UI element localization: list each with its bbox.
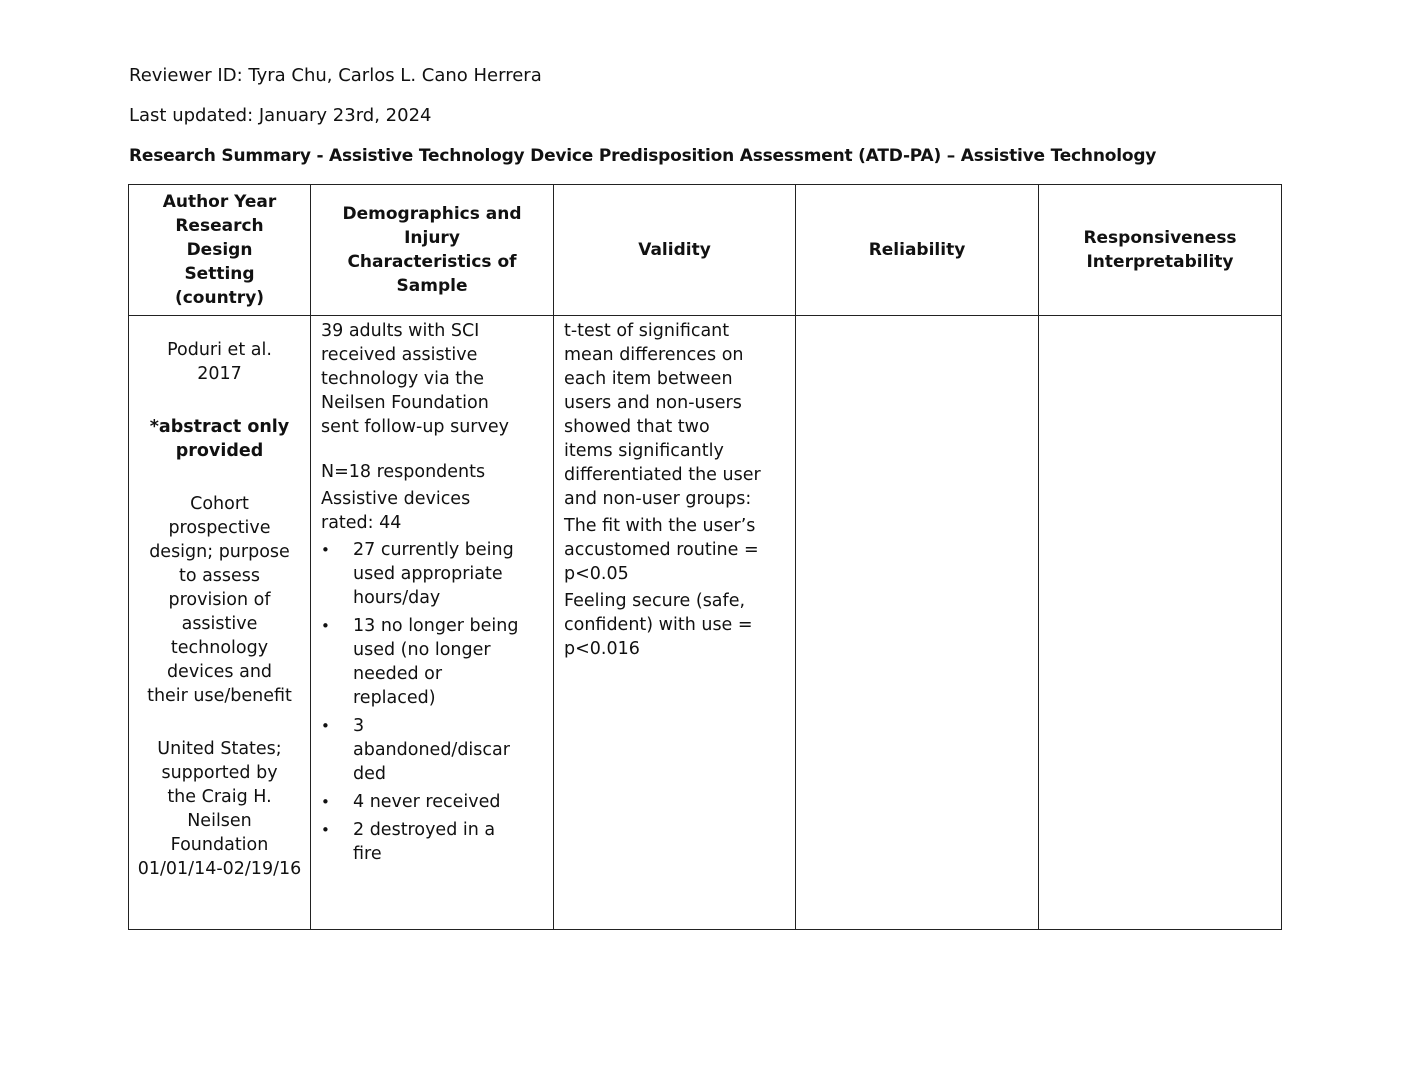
text-line: Neilsen: [187, 811, 252, 831]
header-line: Reliability: [868, 240, 966, 260]
text-line: Assistive devices: [321, 489, 471, 509]
text-line: • 2 destroyed in a: [353, 820, 496, 840]
header-line: Sample: [396, 276, 468, 296]
header-line: (country): [174, 288, 265, 308]
header-line: Interpretability: [1086, 252, 1234, 272]
responsiveness-cell: [1039, 316, 1282, 930]
text-line: provision of: [168, 590, 271, 610]
list-item: [321, 614, 543, 710]
list-item: [321, 714, 543, 786]
header-line: Research: [175, 216, 264, 236]
header-demographics: [311, 185, 554, 316]
text-line: items significantly: [564, 441, 724, 461]
devices-rated: [321, 487, 543, 535]
text-line: confident) with use =: [564, 615, 753, 635]
header-responsiveness: [1039, 185, 1282, 316]
text-line: their use/benefit: [147, 686, 292, 706]
text-line: prospective: [168, 518, 271, 538]
text-line: to assess: [178, 566, 261, 586]
text-line: *abstract only: [149, 417, 290, 437]
text-line: t-test of significant: [564, 321, 730, 341]
text-line: United States;: [157, 739, 282, 759]
header-line: Design: [186, 240, 253, 260]
text-line: received assistive: [321, 345, 478, 365]
abstract-note: [135, 415, 304, 463]
text-line: 01/01/14-02/19/16: [137, 859, 302, 879]
text-line: ded: [353, 764, 386, 784]
validity-summary: [564, 319, 785, 511]
text-line: 2017: [197, 364, 242, 384]
text-line: the Craig H.: [167, 787, 272, 807]
text-line: Feeling secure (safe,: [564, 591, 746, 611]
text-line: technology via the: [321, 369, 484, 389]
text-line: each item between: [564, 369, 733, 389]
text-line: users and non-users: [564, 393, 742, 413]
sample-description: [321, 319, 543, 439]
validity-finding: [564, 514, 785, 586]
text-line: p<0.05: [564, 564, 629, 584]
reliability-cell: [796, 316, 1039, 930]
text-line: • 3: [353, 716, 365, 736]
text-line: showed that two: [564, 417, 710, 437]
reviewer-id: Reviewer ID: Tyra Chu, Carlos L. Cano Herrera: [129, 65, 542, 86]
text-line: accustomed routine =: [564, 540, 759, 560]
table-row: [129, 316, 1282, 930]
text-line: used appropriate: [353, 564, 503, 584]
list-item: [321, 538, 543, 610]
author-cell: [129, 316, 311, 930]
text-line: hours/day: [353, 588, 441, 608]
text-line: abandoned/discar: [353, 740, 510, 760]
list-item: [321, 818, 543, 866]
text-line: Cohort: [190, 494, 249, 514]
header-line: Injury: [404, 228, 460, 248]
text-line: 39 adults with SCI: [321, 321, 480, 341]
study-setting: [135, 737, 304, 881]
text-line: • 27 currently being: [353, 540, 514, 560]
text-line: supported by: [161, 763, 278, 783]
text-line: assistive: [181, 614, 258, 634]
validity-cell: [554, 316, 796, 930]
text-line: Neilsen Foundation: [321, 393, 489, 413]
header-line: Setting: [184, 264, 255, 284]
table-header-row: [129, 185, 1282, 316]
demographics-cell: [311, 316, 554, 930]
document-title: Research Summary - Assistive Technology Device Predisposition Assessment (ATD-PA) – Assistive Technology: [129, 146, 1157, 166]
study-design: [135, 492, 304, 708]
text-line: Foundation: [170, 835, 269, 855]
device-status-list: [321, 538, 543, 866]
validity-finding: [564, 589, 785, 661]
header-validity: [554, 185, 796, 316]
text-line: used (no longer: [353, 640, 491, 660]
header-author: [129, 185, 311, 316]
research-summary-table: [128, 184, 1282, 930]
text-line: devices and: [166, 662, 273, 682]
text-line: sent follow-up survey: [321, 417, 509, 437]
text-line: technology: [170, 638, 269, 658]
text-line: replaced): [353, 688, 436, 708]
text-line: differentiated the user: [564, 465, 761, 485]
text-line: needed or: [353, 664, 443, 684]
header-line: Author Year: [162, 192, 277, 212]
text-line: mean differences on: [564, 345, 744, 365]
list-item: [321, 790, 543, 814]
header-line: Demographics and: [342, 204, 522, 224]
text-line: fire: [353, 844, 382, 864]
text-line: p<0.016: [564, 639, 640, 659]
respondent-count: N=18 respondents: [321, 462, 486, 482]
citation: [135, 338, 304, 386]
text-line: and non-user groups:: [564, 489, 752, 509]
text-line: The fit with the user’s: [564, 516, 756, 536]
last-updated: Last updated: January 23rd, 2024: [129, 105, 432, 126]
header-line: Responsiveness: [1083, 228, 1237, 248]
text-line: provided: [175, 441, 264, 461]
header-line: Characteristics of: [347, 252, 517, 272]
header-reliability: [796, 185, 1039, 316]
text-line: design; purpose: [149, 542, 290, 562]
text-line: rated: 44: [321, 513, 402, 533]
text-line: Poduri et al.: [167, 340, 272, 360]
text-line: • 4 never received: [353, 792, 501, 812]
header-line: Validity: [638, 240, 711, 260]
text-line: • 13 no longer being: [353, 616, 519, 636]
